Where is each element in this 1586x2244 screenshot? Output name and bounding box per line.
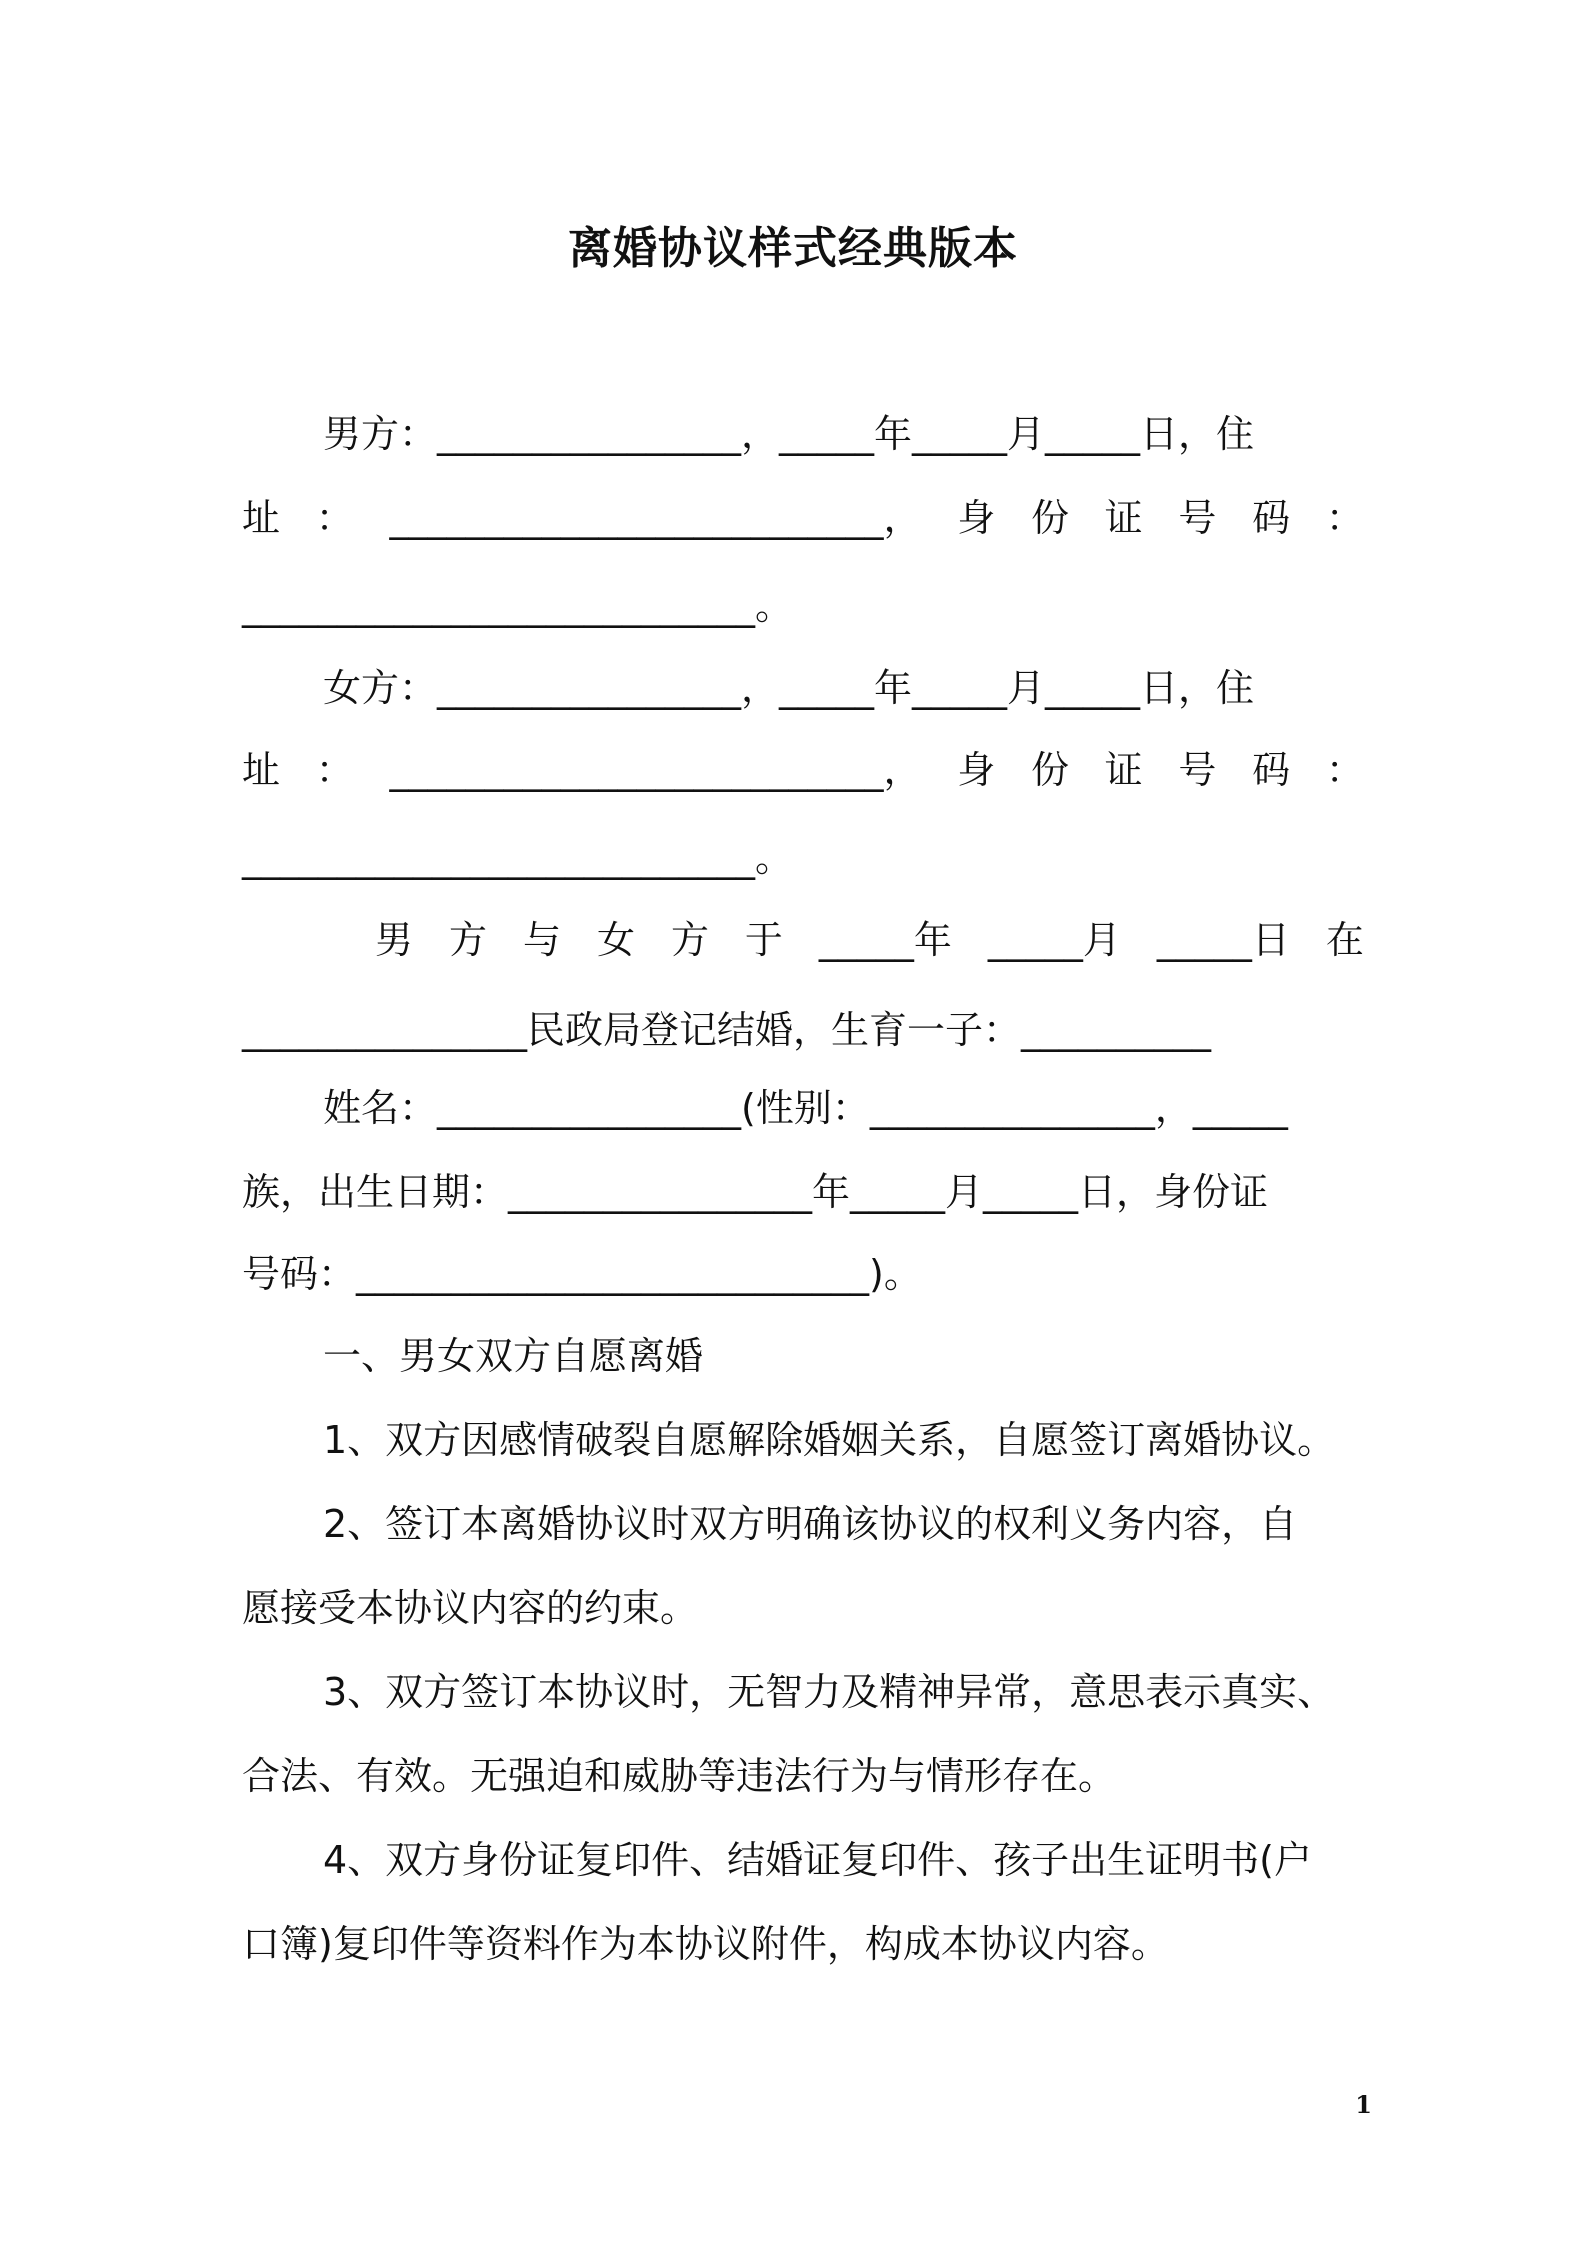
- text-segment: 与: [522, 918, 561, 962]
- clause-4-line-2: 口簿)复印件等资料作为本协议附件，构成本协议内容。: [242, 1922, 1169, 1966]
- child-line-2: 族，出生日期：________________年_____月_____日，身份证: [242, 1170, 1269, 1214]
- text-segment: 方: [448, 918, 487, 962]
- text-segment: ：: [315, 748, 354, 792]
- text-segment: _____日: [1156, 918, 1290, 962]
- text-segment: 码: [1252, 496, 1291, 540]
- clause-4-line-1: 4、双方身份证复印件、结婚证复印件、孩子出生证明书(户: [323, 1838, 1313, 1882]
- text-segment: 女: [596, 918, 635, 962]
- section-heading-1: 一、男女双方自愿离婚: [323, 1334, 704, 1378]
- text-segment: 男: [375, 918, 414, 962]
- male-party-line-2: [242, 492, 1364, 544]
- text-segment: _____年: [818, 918, 952, 962]
- text-segment: 证: [1104, 496, 1143, 540]
- female-party-line-3: ___________________________。: [242, 836, 794, 880]
- document-title: 离婚协议样式经典版本: [568, 223, 1018, 274]
- child-line-3: 号码：___________________________)。: [242, 1252, 922, 1296]
- text-segment: 证: [1104, 748, 1143, 792]
- text-segment: 方: [670, 918, 709, 962]
- female-party-line-1: 女方：________________，_____年_____月_____日，住: [323, 666, 1255, 710]
- clause-3-line-2: 合法、有效。无强迫和威胁等违法行为与情形存在。: [242, 1754, 1117, 1798]
- text-segment: _____月: [987, 918, 1121, 962]
- text-segment: ：: [315, 496, 354, 540]
- text-segment: ：: [1325, 496, 1364, 540]
- text-segment: 于: [744, 918, 783, 962]
- page-number: 1: [1355, 2090, 1372, 2119]
- clause-3-line-1: 3、双方签订本协议时，无智力及精神异常，意思表示真实、: [323, 1670, 1336, 1714]
- text-segment: 址: [242, 748, 281, 792]
- text-segment: 号: [1178, 748, 1217, 792]
- marriage-line-2: _______________民政局登记结婚，生育一子：__________: [242, 1008, 1212, 1052]
- clause-2-line-2: 愿接受本协议内容的约束。: [242, 1586, 699, 1630]
- text-segment: 身: [957, 748, 996, 792]
- text-segment: 份: [1030, 748, 1069, 792]
- female-party-line-2: [242, 744, 1364, 796]
- clause-1: 1、双方因感情破裂自愿解除婚姻关系，自愿签订离婚协议。: [323, 1418, 1336, 1462]
- text-segment: __________________________，: [389, 496, 922, 540]
- text-segment: 码: [1252, 748, 1291, 792]
- clause-2-line-1: 2、签订本离婚协议时双方明确该协议的权利义务内容，自: [323, 1502, 1298, 1546]
- text-segment: 号: [1178, 496, 1217, 540]
- male-party-line-1: 男方：________________，_____年_____月_____日，住: [323, 412, 1255, 456]
- male-party-line-3: ___________________________。: [242, 584, 794, 628]
- child-line-1: 姓名：________________(性别：_______________，_____: [323, 1086, 1288, 1130]
- text-segment: 份: [1030, 496, 1069, 540]
- marriage-line-1: [375, 914, 1364, 966]
- text-segment: 在: [1325, 918, 1364, 962]
- text-segment: ：: [1325, 748, 1364, 792]
- text-segment: 址: [242, 496, 281, 540]
- text-segment: 身: [957, 496, 996, 540]
- text-segment: __________________________，: [389, 748, 922, 792]
